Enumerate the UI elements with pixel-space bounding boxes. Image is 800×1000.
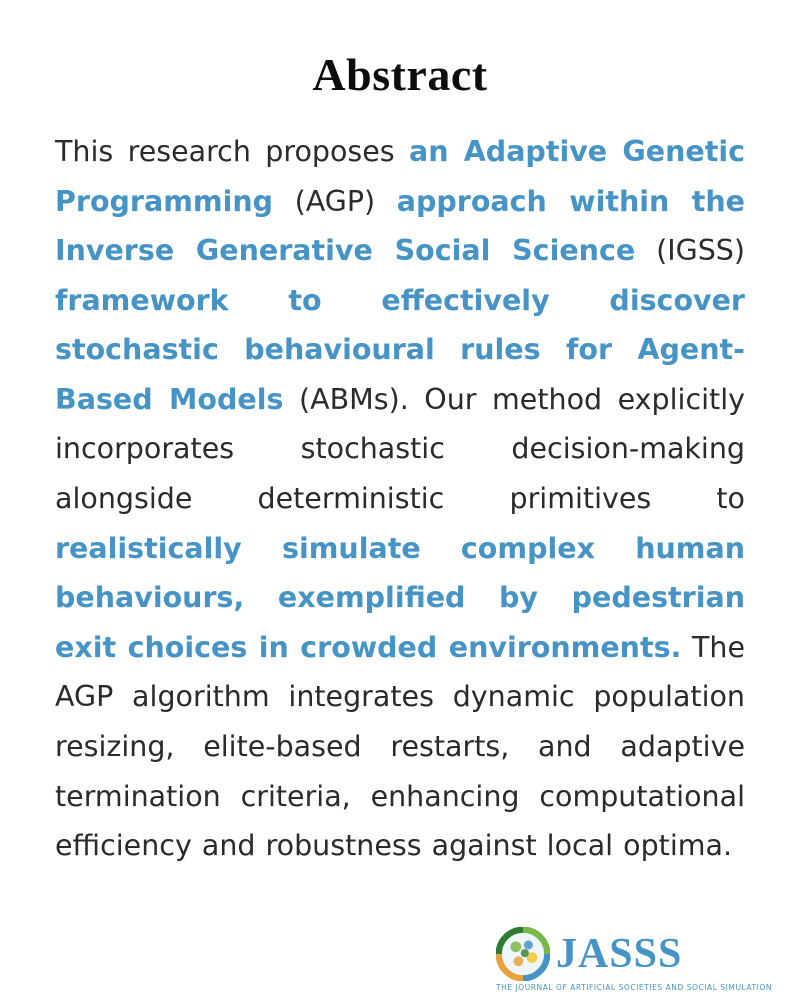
- abstract-text-segment: The AGP algorithm integrates dynamic population resizing, elite-based restarts, and adaptive termination criteria, enhancing computational efficiency and robustness against local optima.: [55, 630, 745, 863]
- abstract-text-segment: (AGP): [273, 184, 397, 218]
- abstract-highlight-segment: realistically simulate complex human behaviours, exemplified by pedestrian exit choices in crowded environments.: [55, 531, 745, 664]
- abstract-highlight-segment: framework to effectively discover stochastic behavioural rules for Agent-Based Models: [55, 283, 745, 416]
- jasss-logo-text: JASSS: [555, 931, 683, 977]
- abstract-text-segment: This research proposes: [55, 135, 409, 168]
- abstract-text-segment: (IGSS): [635, 234, 745, 268]
- page-title: Abstract: [312, 49, 488, 100]
- jasss-logo: [496, 927, 772, 992]
- jasss-logo-row: [496, 927, 682, 981]
- abstract-highlight-segment: an Adaptive Genetic Programming: [55, 135, 745, 218]
- abstract-paragraph: [0, 127, 800, 871]
- abstract-text-segment: (ABMs). Our method explicitly incorporates stochastic decision-making alongside deterministic primitives to: [55, 382, 745, 516]
- jasss-logo-caption: THE JOURNAL OF ARTIFICIAL SOCIETIES AND SOCIAL SIMULATION: [495, 983, 772, 992]
- abstract-highlight-segment: approach within the Inverse Generative Social Science: [55, 184, 745, 268]
- jasss-globe-icon: [496, 927, 550, 981]
